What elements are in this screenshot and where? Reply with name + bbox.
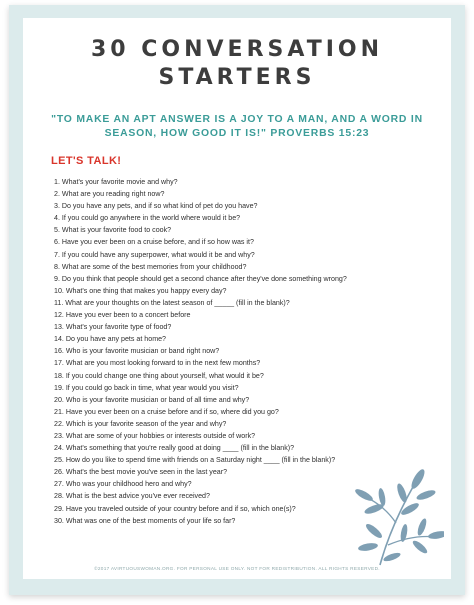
question-item: 24. What's something that you're really good at doing ____ (fill in the blank)? bbox=[54, 444, 295, 453]
question-item: 21. Have you ever been on a cruise before and if so, where did you go? bbox=[54, 407, 279, 416]
question-item: 25. How do you like to spend time with friends on a Saturday night ____ (fill in the blank)? bbox=[54, 456, 336, 465]
question-item: 20. Who is your favorite musician or band of all time and why? bbox=[54, 395, 250, 404]
question-item: 30. What was one of the best moments of your life so far? bbox=[54, 516, 236, 525]
question-item: 9. Do you think that people should get a second chance after they've done something wrong? bbox=[54, 274, 347, 283]
quote-line-1: "TO MAKE AN APT ANSWER IS A JOY TO A MAN, AND A WORD IN bbox=[51, 114, 423, 125]
question-item: 28. What is the best advice you've ever received? bbox=[54, 492, 210, 501]
quote-line-2: SEASON, HOW GOOD IT IS!" PROVERBS 15:23 bbox=[104, 128, 370, 139]
printable-sheet bbox=[23, 18, 451, 579]
question-item: 19. If you could go back in time, what year would you visit? bbox=[54, 383, 239, 392]
question-item: 29. Have you traveled outside of your country before and if so, which one(s)? bbox=[54, 504, 296, 513]
question-item: 7. If you could have any superpower, what would it be and why? bbox=[54, 250, 255, 259]
question-item: 12. Have you ever been to a concert before bbox=[54, 311, 191, 320]
question-item: 3. Do you have any pets, and if so what kind of pet do you have? bbox=[54, 202, 258, 211]
leafy-branch-icon bbox=[352, 465, 444, 569]
printable-sheet-frame bbox=[9, 5, 465, 595]
question-item: 26. What's the best movie you've seen in the last year? bbox=[54, 468, 228, 477]
question-item: 13. What's your favorite type of food? bbox=[54, 323, 172, 332]
question-item: 8. What are some of the best memories from your childhood? bbox=[54, 262, 247, 271]
question-item: 16. Who is your favorite musician or band right now? bbox=[54, 347, 220, 356]
question-item: 14. Do you have any pets at home? bbox=[54, 335, 166, 344]
question-item: 22. Which is your favorite season of the year and why? bbox=[54, 419, 227, 428]
question-list bbox=[54, 176, 347, 527]
question-item: 17. What are you most looking forward to in the next few months? bbox=[54, 359, 261, 368]
question-item: 2. What are you reading right now? bbox=[54, 190, 165, 199]
copyright-footer: ©2017 AVIRTUOUSWOMAN.ORG. FOR PERSONAL USE ONLY. NOT FOR REDISTRIBUTION. ALL RIGHTS RESERVED. bbox=[94, 566, 380, 571]
section-heading: LET'S TALK! bbox=[51, 155, 122, 167]
question-item: 18. If you could change one thing about yourself, what would it be? bbox=[54, 371, 264, 380]
page-title-line-2: STARTERS bbox=[158, 65, 316, 90]
question-item: 10. What's one thing that makes you happy every day? bbox=[54, 286, 227, 295]
question-item: 6. Have you ever been on a cruise before, and if so how was it? bbox=[54, 238, 254, 247]
bible-quote bbox=[45, 113, 429, 141]
question-item: 4. If you could go anywhere in the world where would it be? bbox=[54, 214, 241, 223]
question-item: 23. What are some of your hobbies or interests outside of work? bbox=[54, 431, 256, 440]
question-item: 1. What's your favorite movie and why? bbox=[54, 178, 178, 186]
question-item: 11. What are your thoughts on the latest season of _____ (fill in the blank)? bbox=[54, 298, 290, 307]
question-item: 27. Who was your childhood hero and why? bbox=[54, 480, 192, 489]
question-item: 5. What is your favorite food to cook? bbox=[54, 226, 172, 235]
page-title-line-1: 30 CONVERSATION bbox=[91, 37, 383, 62]
